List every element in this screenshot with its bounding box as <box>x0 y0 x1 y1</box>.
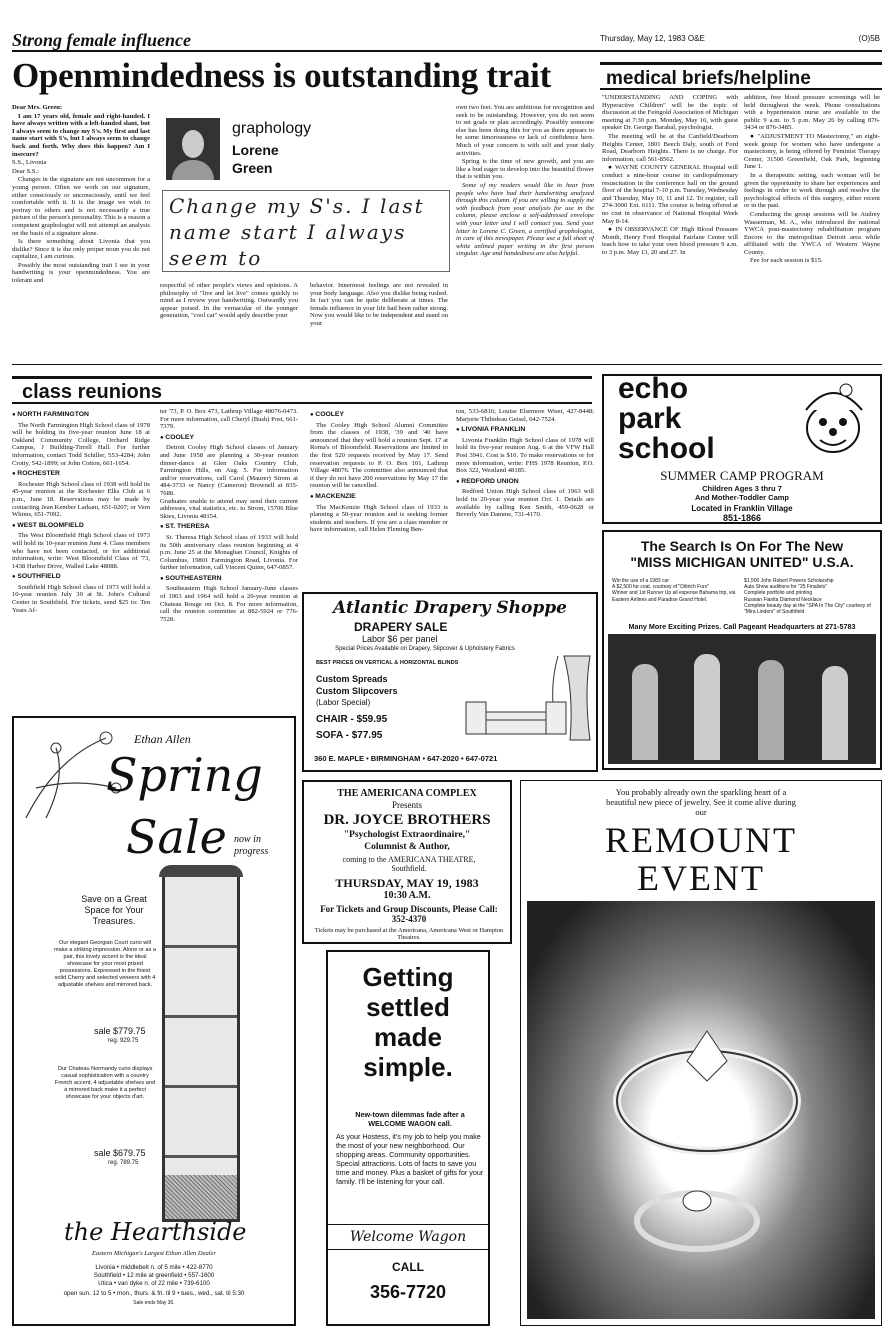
contestant-silhouette <box>632 664 658 760</box>
reunion-school: ● COOLEY <box>310 411 448 420</box>
drapery-blinds: BEST PRICES ON VERTICAL & HORIZONTAL BLINDS <box>316 660 459 666</box>
header-rule <box>12 50 882 52</box>
reunion-school: ● ST. THERESA <box>160 523 298 532</box>
chateau-curio-copy: Our Chateau Normandy curio displays casual sophistication with a country French accent, 4 adjustable shelves and a mirrored back make it a perfect showcase for your objects d'art. <box>54 1066 156 1100</box>
store-address-livonia: Livonia • middlebelt n. of 5 mile • 422-8770 <box>95 1264 213 1271</box>
park-word: park <box>618 402 682 435</box>
store-hours: open sun. 12 to 5 • mon., thurs. & fri. til 9 • tues., wed., sat. til 5:30 <box>63 1290 245 1297</box>
reunion-body: ton, 533-6816; Louise Elsemore Wiser, 427-8448; Marjorie Thibideau Geisel, 642-7524. <box>456 408 594 423</box>
reply-paragraph: Spring is the time of new growth, and you are like a bud eager to develop into the beautiful flower that is within you. <box>456 158 594 181</box>
drapery-labor-special: (Labor Special) <box>316 698 371 707</box>
welcome-wagon-ad <box>326 950 490 1326</box>
brief-item: ● "ADJUSTMENT TO Mastectomy," an eight-week group for women who have undergone a mastectomy, is being offered by Feminist Therapy Center, 31500 Greenfield, Oak Park, beginning June 1. <box>744 132 880 171</box>
store-address-southfield: Southfield • 12 mile at greenfield • 557-1600 <box>93 1272 215 1279</box>
reunion-body: The MacKenzie High School class of 1933 is planning a 50-year reunion and is seeking former students and teachers. If you are a class member or have information, call Helen Fleming Ben- <box>310 503 448 534</box>
graphology-column-1 <box>12 104 150 358</box>
graphology-column-4 <box>456 104 594 358</box>
hearthside-logo: the Hearthside <box>64 1218 247 1246</box>
drapery-ad <box>302 592 598 772</box>
clown-illustration <box>790 380 876 462</box>
chateau-sale-price: sale $679.75 <box>94 1148 146 1158</box>
drapery-sale: DRAPERY SALE <box>354 620 448 634</box>
jewelry-photo <box>527 901 875 1319</box>
letter-body: I am 17 years old, female and right-handed. I have always written with a left-handed slant, but I always seem to change my S's. My first and last name start with S's, but I always seem to change back and forth. Why does this happen? Am I insecure? <box>12 112 150 158</box>
reunion-body: St. Theresa High School class of 1933 will hold its 50th anniversary class reunion beginning at 4 p.m. June 25 at the Monaghan Council, Knights of Columbus, 19801 Farmington Road, Livonia. For further information, call Vincent Quinn, 647-0857. <box>160 533 298 572</box>
save-headline: Save on a Great Space for Your Treasures. <box>81 894 147 926</box>
toddler-camp: And Mother-Toddler Camp <box>694 493 790 502</box>
welcome-wagon-logo: Welcome Wagon <box>328 1224 488 1250</box>
reunion-body: Redford Union High School class of 1963 will hold its 20-year year reunion Oct. 1. Details are available by calling Ken Smith, 459-0628 or Beverly Van Damme, 731-4170. <box>456 488 594 519</box>
americana-complex: THE AMERICANA COMPLEX <box>337 788 477 799</box>
prize-item: Winner and 1st Runner Up all expense Bahama trip, via Eastern Airlines and Paradise Grand Hotel. <box>612 590 736 603</box>
summer-camp-program: SUMMER CAMP PROGRAM <box>660 468 824 483</box>
chateau-reg-price: reg. 789.75 <box>108 1160 139 1166</box>
georgian-sale-price: sale $779.75 <box>94 1026 146 1036</box>
pageant-photo <box>608 634 876 764</box>
contestant-silhouette <box>758 660 784 760</box>
reply-paragraph: respectful of other people's views and opinions. A philosophy of "live and let live" comes quickly to mind as I review your handwriting. Outwardly you appear poised. In the vernacular of the younger generation, "cool cat" would aptly describe your <box>160 282 298 320</box>
camp-phone: 851-1866 <box>722 513 762 523</box>
welcome-body: As your Hostess, it's my job to help you make the most of your new neighborhood. Our shopping areas. Community opportunities. Special attractions. Lots of facts to save you time and money. Plus a basket of gifts for your family. I'll be listening for your call. <box>336 1132 484 1186</box>
reunion-body: Southfield High School class of 1973 will hold a 10-year reunion July 30 at St. John's Cultural Center in Southfield. For tickets, send $25 to: Ten Years Af- <box>12 583 150 614</box>
brief-item: In a therapeutic setting, each woman will be given the opportunity to share her experiences and feelings in order to work through and resolve the psychological effects of this surgery, either recent or in the past. <box>744 171 880 210</box>
author-photo <box>166 118 220 180</box>
drapery-shop-name: Atlantic Drapery Shoppe <box>333 598 567 618</box>
welcome-intro: New-town dilemmas fade after a WELCOME WAGON call. <box>355 1110 465 1128</box>
event-date: THURSDAY, MAY 19, 1983 <box>335 876 479 890</box>
class-reunions-title: class reunions <box>22 381 163 403</box>
sale-end-date: Sale ends May 30. <box>133 1300 175 1306</box>
graphology-column-2 <box>160 282 298 358</box>
brief-item: addition, free blood pressure screenings will be held throughout the week. Phone consultations with a hypertension nurse are available to the public 9 a.m. to 5 p.m. May 26 by calling 876-3434 or 876-3485. <box>744 94 880 132</box>
now-in: now in <box>234 834 261 845</box>
author-last-name: Green <box>232 160 273 176</box>
speaker-name: DR. JOYCE BROTHERS <box>323 812 491 828</box>
ethan-allen-ad <box>12 716 296 1326</box>
cabinet-crown <box>159 865 243 877</box>
reunion-school: ● NORTH FARMINGTON <box>12 411 150 420</box>
reunion-school: ● COOLEY <box>160 434 298 443</box>
getting-word: Getting <box>362 962 454 992</box>
reunion-body: The Cooley High School Alumni Committee from the classes of 1938, '39 and '40 have announced that they will hold a reunion Sept. 17 at Roma's of Bloomfield. Reservations are limited to the first 520 requests received by May 17. Send reservation requests to P. O. Box 101, Lathrup Village 48076. The committee also announced that if they do not have 200 reservations by May 17 the reunion will be cancelled. <box>310 421 448 490</box>
prize-item: A $2,500 fur coat, courtesy of "Dittrich Furs" <box>612 584 709 591</box>
georgian-reg-price: reg. 929.75 <box>108 1038 139 1044</box>
reunion-column-1 <box>12 408 150 710</box>
prize-item: Complete beauty day at the "SPA In The City" courtesy of "Mira Linders" of Southfield <box>744 602 871 616</box>
echo-word: echo <box>618 374 689 405</box>
drapery-special: Special Prices Available on Drapery, Slipcover & Upholstery Fabrics <box>335 646 515 652</box>
ticket-phone: For Tickets and Group Discounts, Please Call: 352-4370 <box>320 904 498 924</box>
class-reunions-header <box>12 376 592 404</box>
reunion-school: ● WEST BLOOMFIELD <box>12 522 150 531</box>
drapery-address: 360 E. MAPLE • BIRMINGHAM • 647-2020 • 647-0721 <box>314 754 498 763</box>
reunion-body: The West Bloomfield High School class of 1973 will hold its 10-year reunion June 4. Class members who have not been contacted, or for additional information, write: West Bloomfield Class of '73, 1438 Harbor Drive, Walled Lake 48088. <box>12 532 150 570</box>
curio-cabinet-illustration <box>162 872 240 1222</box>
prize-list-right <box>744 578 878 615</box>
reunion-school: ● SOUTHFIELD <box>12 573 150 582</box>
prize-item: Complete portfolio and printing <box>744 590 813 597</box>
letter-salutation: Dear Mrs. Green: <box>12 104 63 111</box>
contestant-silhouette <box>822 666 848 760</box>
prize-item: Russian Fianita Diamond Necklace <box>744 596 822 603</box>
author-first-name: Lorene <box>232 142 279 158</box>
prize-item: Auto Show auditions for "25 Finalists" <box>744 584 828 591</box>
cabinet-shelf <box>165 1155 237 1158</box>
reunion-body: Detroit Cooley High School classes of January and June 1958 are planning a 30-year reunion dinner-dance at Glen Oaks Country Club, Farmington Hills, on Aug. 5. For information and/or reservations, call Carol (Maurer) Strom at 484-3733 or Nancy (Cameron) Brownell at 835-7688. Graduates unable to attend may send their current addresses, vital statistics, etc. to Strom, 15706 Blue Skies, Livonia 48154. <box>160 444 298 520</box>
reply-paragraph: Is there something about Livonia that you dislike? Since it is the only proper noun you do not capitalize, I am curious. <box>12 238 150 261</box>
pageant-headline-1: The Search Is On For The New <box>640 538 844 554</box>
camp-ages: Children Ages 3 thru 7 <box>702 484 782 493</box>
drapery-spreads: Custom Spreads <box>316 674 388 684</box>
cabinet-shelf <box>165 1085 237 1088</box>
handwriting-sample <box>162 190 450 272</box>
welcome-phone: 356-7720 <box>369 1282 447 1302</box>
brief-item: "UNDERSTANDING AND COPING with Hyperactive Children" will be the topic of discussion at the Feingold Association of Michigan meeting at 7:30 p.m. Monday, May 16, with guest speaker Dr. George Barahal, psychologist. <box>602 94 738 132</box>
graphology-column-3 <box>310 282 448 358</box>
handwriting-text: Change my S's. I last name start I always seem to <box>169 194 425 270</box>
prize-item: Win the use of a 1983 car <box>612 578 669 584</box>
reunion-column-4 <box>456 408 594 586</box>
cabinet-base <box>165 1175 237 1219</box>
medical-column-1 <box>602 94 738 358</box>
settled-word: settled <box>366 992 450 1022</box>
brief-item: ● IN OBSERVANCE OF High Blood Pressure Month, Henry Ford Hospital Fairlane Center will teach how to take your own blood pressure 9 a.m. to 3 p.m. May 13, 20 and 27. In <box>602 226 738 256</box>
prize-item: $1,500 John Robert Powers Scholarship <box>744 578 834 584</box>
spring-word: Spring <box>106 748 263 802</box>
store-address-utica: Utica • van dyke n. of 22 mile • 739-6100 <box>98 1280 210 1287</box>
author-shoulders <box>172 160 214 180</box>
column-logo <box>160 114 450 186</box>
drapery-slipcovers: Custom Slipcovers <box>316 686 398 696</box>
cabinet-shelf <box>165 945 237 948</box>
speaker-title: "Psychologist Extraordinaire," <box>343 830 471 840</box>
drapery-chair-price: CHAIR - $59.95 <box>316 714 388 725</box>
venue: coming to the AMERICANA THEATRE, Southfield. <box>342 855 476 873</box>
graphology-headline: Openmindedness is outstanding trait <box>12 56 551 95</box>
reader-request: Some of my readers would like to hear from people who have had their handwriting analyzed through this column. If you are willing to supply me with feedback from your analysis for use in the column, please enclose a self-addressed envelope with your letter and I will contact you. Send your letter to Lorene C. Green, a certified graphologist, in care of this newspaper. Please use a full sheet of white unlined paper writing in the first person singular. Age and handedness are also helpful. <box>456 181 594 258</box>
reunion-body: Southeastern High School January-June classes of 1963 and 1964 will hold a 20-year reunion at Chateau Rouge on Oct. 8. For more information, call the reunion committee at 882-5924 or 776-7528. <box>160 585 298 623</box>
dateline: Thursday, May 12, 1983 O&E <box>600 34 705 43</box>
author-face <box>182 130 204 158</box>
made-word: made <box>374 1022 442 1052</box>
georgian-curio-copy: Our elegant Georgian Court curio will make a striking impression. Alone or as a pair, this lovely accent is the ideal showcase for your most prized possessions. Expressed in the finest solid Cherry and selected veneers with 4 adjustable shelves and mirrored back. <box>54 940 156 988</box>
reply-paragraph: Changes in the signature are not uncommon for a young person. Often we work on our signature, either consciously or unconsciously, until we feel comfortable with it. It is the image we wish to portray to others and is not necessarily a true picture of the person's personality. This is a reason a competent graphologist will not attempt an analysis on the basis of a signature alone. <box>12 176 150 237</box>
school-word: school <box>618 432 715 465</box>
call-label: CALL <box>392 1260 424 1274</box>
drapery-illustration <box>454 654 594 744</box>
reply-paragraph: behavior. Innermost feelings are not revealed in your body language. Also you dislike being rushed. In fact you can be quite deliberate at times. The female influence in your life had been rather strong. Now you would like to be independent and stand on your <box>310 282 448 327</box>
event-time: 10:30 A.M. <box>383 890 431 901</box>
americana-ad <box>302 780 512 944</box>
reunion-body: Rochester High School class of 1938 will hold its 45-year reunion at the Rochester Elks Club at 6 p.m., June 18. Reservations may be made by contacting Jean Kember Larkam, 651-0207; or Vern Whims, 651-7092. <box>12 480 150 519</box>
reunion-column-3 <box>310 408 448 586</box>
pageant-headline-2: "MISS MICHIGAN UNITED" U.S.A. <box>630 554 854 570</box>
reunion-body: ter '73, P. O. Box 473, Lathrup Village 48076-0473. For more information, call Cheryl (Bush) Post, 661-7379. <box>160 408 298 431</box>
prize-list-left <box>612 578 740 603</box>
echo-park-ad <box>602 374 882 524</box>
hearthside-tagline: Eastern Michigan's Largest Ethan Allen Dealer <box>92 1250 216 1257</box>
pageant-cta: Many More Exciting Prizes. Call Pageant Headquarters at 271-5783 <box>628 622 856 631</box>
section-header <box>12 14 880 50</box>
ticket-outlets: Tickets may be purchased at the Americana, Americana West or Hampton Theatres. <box>314 927 504 941</box>
brand-name: Ethan Allen <box>134 732 191 746</box>
reunion-school: ● MACKENZIE <box>310 493 448 502</box>
remount-title: REMOUNT <box>605 820 797 860</box>
page-number: (O)5B <box>858 34 880 43</box>
brief-item: Conducting the group sessions will be Audrey Wasserman, M. A., who introduced the national YWCA post-mastectomy rehabilitation program Encore to the metropolitan Detroit area while affiliated with the YWCA of Western Wayne County. <box>744 210 880 256</box>
remount-ad <box>520 780 882 1326</box>
reunion-school: ● REDFORD UNION <box>456 478 594 487</box>
camp-location: Located in Franklin Village <box>691 504 793 513</box>
medical-briefs-title: medical briefs/helpline <box>606 68 811 89</box>
sale-word: Sale <box>126 810 227 864</box>
medical-column-2 <box>744 94 880 358</box>
contestant-silhouette <box>694 654 720 760</box>
ring-illustration <box>567 931 837 1291</box>
reunion-school: ● LIVONIA FRANKLIN <box>456 426 594 435</box>
letter-signoff: S.S., Livonia <box>12 159 47 167</box>
section-rule <box>12 364 882 365</box>
reunion-school: ● ROCHESTER <box>12 470 150 479</box>
brief-item: Fee for each session is $15. <box>750 257 823 265</box>
cabinet-shelf <box>165 1015 237 1018</box>
remount-intro: You probably already own the sparkling heart of a beautiful new piece of jewelry. See it come alive during our <box>606 787 796 817</box>
drapery-sofa-price: SOFA - $77.95 <box>316 730 383 741</box>
simple-word: simple. <box>363 1052 453 1082</box>
event-title: EVENT <box>637 858 765 898</box>
section-title: Strong female influence <box>12 30 191 50</box>
reply-salutation: Dear S.S.: <box>12 167 39 175</box>
column-name: graphology <box>232 120 312 137</box>
reunion-column-2 <box>160 408 298 710</box>
brief-item: ● WAYNE COUNTY GENERAL Hospital will conduct a nine-hour course in cardiopulmonary resuscitation in the conference hall on the ground floor of the hospital 7-10 p.m. Tuesday, Wednesday and Thursday, May 10, 11 and 12. To register, call 274-3000 Ext. 6111. The course is being offered at no cost in observance of National Hospital Week May 8-14. <box>602 164 738 225</box>
speaker-roles: Columnist & Author, <box>364 842 450 852</box>
reply-paragraph: own two feet. You are ambitious for recognition and seek to be outstanding. However, you do not seem to set goals or plan accordingly. Possibly someone else has been doing this for you as there appears to be some timorousness or lack of confidence here. Much of your concern is with self and your daily activities. <box>456 104 594 157</box>
reunion-school: ● SOUTHEASTERN <box>160 575 298 584</box>
reunion-body: Livonia Franklin High School class of 1978 will hold its five-year reunion Aug. 6 at the VFW Hall Post 3941. Cost is $10. To make reservations or for more information, write: FHS 1978 Reunion, P.O. Box 322, Westland 48185. <box>456 436 594 475</box>
progress-word: progress <box>234 846 269 857</box>
brief-item: The meeting will be at the Canfield/Dearborn Heights Center, 1801 Beech Daly, south of Ford Road, Dearborn Heights. There is no charge. For information, call 561-8562. <box>602 132 738 163</box>
miss-michigan-ad <box>602 530 882 770</box>
medical-briefs-header <box>600 62 882 90</box>
drapery-labor: Labor $6 per panel <box>362 634 438 644</box>
americana-presents: Presents <box>392 800 422 810</box>
reply-paragraph: Possibly the most outstanding trait I see in your handwriting is your openmindedness. You are tolerant and <box>12 261 150 285</box>
reunion-body: The North Farmington High School class of 1978 will be holding its five-year reunion June 18 at Oakland Community College, Orchard Ridge Campus, J Building-Tirrell Hall. For further information, contact Todd Schiller, 553-4284; John Crotty, 542-1899; or John Cotton, 661-1654. <box>12 421 150 467</box>
